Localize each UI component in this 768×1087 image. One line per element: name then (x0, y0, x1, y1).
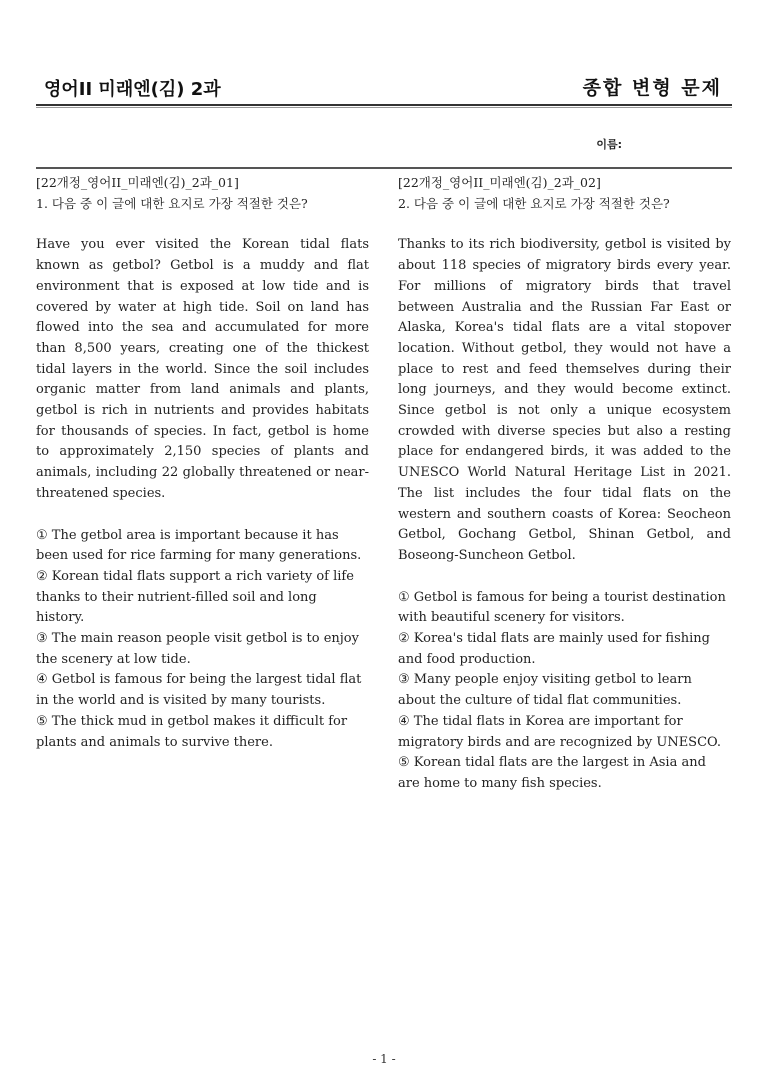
header-divider (36, 104, 732, 106)
answer-options (36, 526, 369, 754)
question-title: 2. 다음 중 이 글에 대한 요지로 가장 적절한 것은? (398, 195, 670, 211)
option-3[interactable]: ③ Many people enjoy visiting getbol to learn about the culture of tidal flat communities. (398, 672, 692, 709)
passage: Have you ever visited the Korean tidal flats known as getbol? Getbol is a muddy and flat environment that is exposed at low tide and is covered by water at high tide. Soil on land has flowed into the sea and accumulated for more than 8,500 years, creating one of the thickest tidal layers in the world. Since the soil includes organic matter from land animals and plants, getbol is rich in nutrients and provides habitats for thousands of species. In fact, getbol is home to approximately 2,150 species of plants and animals, including 22 globally threatened or near-threatened species. (36, 237, 369, 501)
option-5[interactable]: ⑤ Korean tidal flats are the largest in Asia and are home to many fish species. (398, 755, 706, 791)
question-1 (36, 173, 369, 753)
question-2 (398, 173, 731, 795)
option-2[interactable]: ② Korean tidal flats support a rich variety of life thanks to their nutrient-filled soil and long history. (36, 568, 354, 626)
passage: Thanks to its rich biodiversity, getbol is visited by about 118 species of migratory birds every year. For millions of migratory birds that travel between Australia and the Russian Far East or Alaska, Korea's tidal flats are a vital stopover location. Without getbol, they would not have a place to rest and feed themselves during their long journeys, and they would become extinct. Since getbol is not only a unique ecosystem crowded with diverse species but also a resting place for endangered birds, it was added to the UNESCO World Natural Heritage List in 2021. The list includes the four tidal flats on the western and southern coasts of Korea: Seocheon Getbol, Gochang Getbol, Shinan Getbol, and Boseong-Suncheon Getbol. (398, 237, 731, 563)
header-divider-thin (36, 107, 732, 108)
page-number: - 1 - (372, 1052, 396, 1066)
option-3[interactable]: ③ The main reason people visit getbol is to enjoy the scenery at low tide. (36, 631, 359, 667)
page-title: 영어II 미래엔(김) 2과 (44, 79, 221, 100)
option-2[interactable]: ② Korea's tidal flats are mainly used for fishing and food production. (398, 631, 710, 667)
option-1[interactable]: ① Getbol is famous for being a tourist destination with beautiful scenery for visitors. (398, 589, 726, 626)
option-1[interactable]: ① The getbol area is important because it has been used for rice farming for many generations. (36, 527, 362, 564)
option-5[interactable]: ⑤ The thick mud in getbol makes it difficult for plants and animals to survive there. (36, 713, 348, 750)
answer-options (398, 588, 731, 795)
name-label: 이름: (596, 138, 622, 151)
worksheet-type: 종합 변형 문제 (582, 77, 722, 99)
option-4[interactable]: ④ The tidal flats in Korea are important for migratory birds and are recognized by UNESCO. (398, 713, 722, 750)
question-title: 1. 다음 중 이 글에 대한 요지로 가장 적절한 것은? (36, 195, 308, 211)
content-divider (36, 167, 732, 169)
question-id: [22개정_영어II_미래엔(김)_2과_01] (36, 175, 239, 190)
option-4[interactable]: ④ Getbol is famous for being the largest tidal flat in the world and is visited by many tourists. (36, 672, 362, 709)
question-id: [22개정_영어II_미래엔(김)_2과_02] (398, 175, 601, 190)
